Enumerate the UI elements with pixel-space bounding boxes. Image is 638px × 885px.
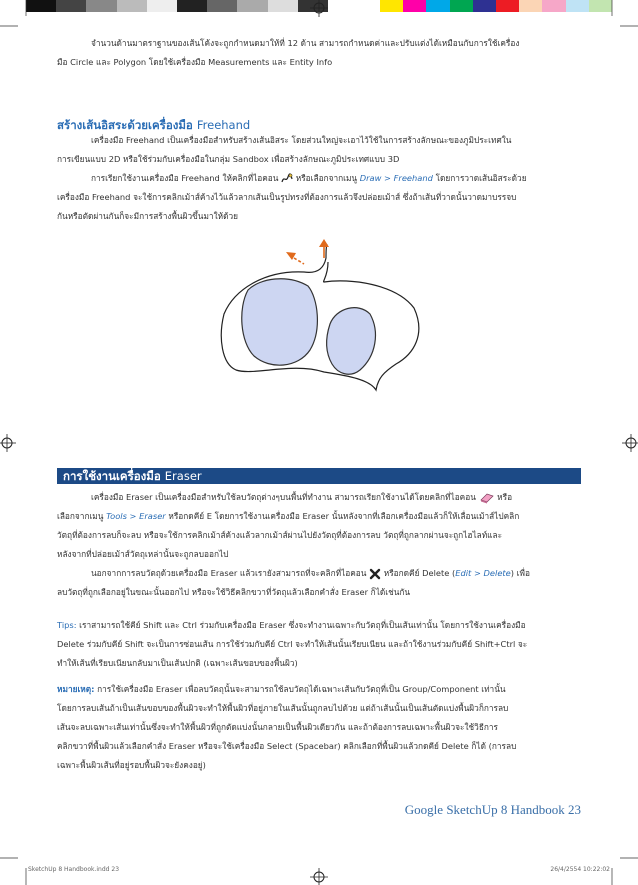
tips-line-1 bbox=[57, 616, 581, 635]
eraser-tool-icon bbox=[479, 492, 495, 504]
eraser-paragraph-1 bbox=[57, 488, 581, 564]
freehand-paragraph-2 bbox=[57, 169, 581, 226]
freehand-heading-thai: สร้างเส้นอิสระด้วยเครื่องมือ bbox=[57, 118, 193, 132]
freehand-heading-english: Freehand bbox=[196, 118, 251, 132]
freehand-menu-path: Draw > Freehand bbox=[359, 173, 433, 183]
eraser-menu-path: Tools > Eraser bbox=[106, 511, 166, 521]
freehand-paragraph-1 bbox=[57, 131, 581, 169]
footer-book-title bbox=[405, 802, 581, 818]
eraser-heading-thai: การใช้งานเครื่องมือ bbox=[63, 469, 161, 483]
freehand-p2-text-b: หรือเลือกจากเมนู bbox=[295, 173, 358, 183]
tips-text-1: เราสามารถใช้คีย์ Shift และ Ctrl ร่วมกับเครื่องมือ Eraser ซึ่งจะทำงานเฉพาะกับวัตถุที่เป็นเส้นเท่านั้น โดยการใช้งานเครื่องมือ bbox=[79, 620, 526, 630]
intro-line-2: มือ Circle และ Polygon โดยใช้เครื่องมือ Measurements และ Entity Info bbox=[57, 57, 333, 67]
eraser-paragraph-2 bbox=[57, 564, 581, 602]
slug-timestamp: 26/4/2554 10:22:02 bbox=[550, 866, 610, 873]
eraser-p2-text-a: นอกจากการลบวัตถุด้วยเครื่องมือ Eraser แล้วเรายังสามารถที่จะคลิกที่ไอคอน bbox=[91, 568, 367, 578]
eraser-p1-line-4: หลังจากที่ปล่อยเม้าส์วัตถุเหล่านั้นจะถูกลบออกไป bbox=[57, 549, 229, 559]
freehand-p2-line-1 bbox=[57, 169, 581, 188]
eraser-p2-line-2: ลบวัตถุที่ถูกเลือกอยู่ในขณะนั้นออกไป หรือจะใช้วิธีคลิกขวาที่วัตถุแล้วเลือกคำสั่ง Eraser ก็ได้เช่นกัน bbox=[57, 587, 411, 597]
page-number: 23 bbox=[568, 802, 581, 817]
eraser-p2-text-b: หรือกดคีย์ Delete ( bbox=[383, 568, 456, 578]
eraser-p2-text-c: ) เพื่อ bbox=[510, 568, 530, 578]
note-text-1: การใช้เครื่องมือ Eraser เพื่อลบวัตถุนั้นจะสามารถใช้ลบวัตถุได้เฉพาะเส้นกับวัตถุที่เป็น Group/Component เท่านั้น bbox=[97, 684, 506, 694]
freehand-p2-text-c: โดยการวาดเส้นอิสระด้วย bbox=[435, 173, 527, 183]
edit-delete-menu-path: Edit > Delete bbox=[455, 568, 511, 578]
tips-line-3: ทำให้เส้นที่เรียบเนียนกลับมาเป็นเส้นปกติ (เฉพาะเส้นขอบของพื้นผิว) bbox=[57, 658, 298, 668]
end-arrow-icon bbox=[286, 252, 304, 264]
note-line-5: เฉพาะพื้นผิวเส้นที่อยู่รอบพื้นผิวจะยังคงอยู่) bbox=[57, 760, 206, 770]
note-line-1 bbox=[57, 680, 581, 699]
intro-line-1: จำนวนด้านมาตราฐานของเส้นโค้งจะถูกกำหนดมาให้ที่ 12 ด้าน สามารถกำหนดค่าและปรับแต่งได้เหมือนกับการใช้เครื่อง bbox=[91, 38, 520, 48]
freehand-tool-icon bbox=[281, 173, 293, 184]
note-label: หมายเหตุ: bbox=[57, 684, 95, 694]
eraser-p1-text-a: เครื่องมือ Eraser เป็นเครื่องมือสำหรับใช้ลบวัตถุต่างๆบนพื้นที่ทำงาน สามารถเรียกใช้งานได้โดยคลิกที่ไอคอน bbox=[91, 492, 476, 502]
delete-x-icon bbox=[369, 568, 381, 580]
freehand-face-right bbox=[327, 308, 376, 375]
freehand-p2-text-a: การเรียกใช้งานเครื่องมือ Freehand ให้คลิกที่ไอคอน bbox=[91, 173, 279, 183]
freehand-p2-line-3: กันหรือตัดผ่านกันก็จะมีการสร้างพื้นผิวขึ้นมาให้ด้วย bbox=[57, 211, 239, 221]
tips-label: Tips: bbox=[57, 620, 77, 630]
eraser-p1-text-b: หรือ bbox=[497, 492, 513, 502]
freehand-p1-line-1: เครื่องมือ Freehand เป็นเครื่องมือสำหรับสร้างเส้นอิสระ โดยส่วนใหญ่จะเอาไว้ใช้ในการสร้างลักษณะของภูมิประเทศใน bbox=[91, 135, 512, 145]
eraser-p1-line2-text-a: เลือกจากเมนู bbox=[57, 511, 104, 521]
freehand-face-left bbox=[242, 279, 318, 365]
tips-paragraph bbox=[57, 616, 581, 673]
eraser-heading bbox=[63, 468, 202, 484]
eraser-p1-line-3: วัตถุที่ต้องการลบก็จะลบ หรือจะใช้การคลิกเม้าส์ค้างแล้วลากเม้าส์ผ่านไปยังวัตถุที่ต้องการลบ วัตถุที่ถูกลากผ่านจะถูกไฮไลท์และ bbox=[57, 530, 503, 540]
note-line-2: โดยการลบเส้นถ้าเป็นเส้นขอบของพื้นผิวจะทำให้พื้นผิวที่อยู่ภายในเส้นนั้นถูกลบไปด้วย แต่ถ้าเส้นนั้นเป็นเส้นตัดแบ่งพื้นผิวก็การลบ bbox=[57, 703, 509, 713]
note-line-4: คลิกขวาที่พื้นผิวแล้วเลือกคำสั่ง Eraser หรือจะใช้เครื่องมือ Select (Spacebar) คลิกเลือกที่พื้นผิวแล้วกดคีย์ Delete ก็ได้ (การลบ bbox=[57, 741, 517, 751]
eraser-p1-line-1 bbox=[57, 488, 581, 507]
eraser-p2-line-1 bbox=[57, 564, 581, 583]
intro-paragraph bbox=[57, 34, 581, 72]
eraser-p1-line-2 bbox=[57, 507, 581, 526]
note-line-3: เส้นจะลบเฉพาะเส้นเท่านั้นซึ่งจะทำให้พื้นผิวที่ถูกตัดแบ่งนั้นกลายเป็นพื้นผิวเดียวกัน และถ้าต้องการลบเฉพาะพื้นผิวจะใช้วิธีการ bbox=[57, 722, 499, 732]
eraser-p1-line2-text-b: หรือกดคีย์ E โดยการใช้งานเครื่องมือ Eraser นั้นหลังจากที่เลือกเครื่องมือแล้วก็ให้เลื่อนเม้าส์ไปคลิก bbox=[168, 511, 520, 521]
freehand-p2-line-2: เครื่องมือ Freehand จะใช้การคลิกเม้าส์ค้างไว้แล้วลากเส้นเป็นรูปทรงที่ต้องการแล้วจึงปล่อยเม้าส์ ซึ่งถ้าเส้นที่วาดนั้นวาดมาบรรจบ bbox=[57, 192, 517, 202]
freehand-p1-line-2: การเขียนแบบ 2D หรือใช้ร่วมกับเครื่องมือในกลุ่ม Sandbox เพื่อสร้างลักษณะภูมิประเทศแบบ 3D bbox=[57, 154, 400, 164]
freehand-illustration bbox=[200, 238, 430, 398]
footer-title-text: Google SketchUp 8 Handbook bbox=[404, 802, 565, 817]
eraser-heading-english: Eraser bbox=[164, 469, 202, 483]
note-paragraph bbox=[57, 680, 581, 775]
start-arrow-icon bbox=[319, 239, 329, 258]
tips-line-2: Delete ร่วมกับคีย์ Shift จะเป็นการซ่อนเส้น การใช้ร่วมกับคีย์ Ctrl จะทำให้เส้นนั้นเรียบเนียน และถ้าใช้งานร่วมกับคีย์ Shift+Ctrl จะ bbox=[57, 639, 528, 649]
slug-filename: SketchUp 8 Handbook.indd 23 bbox=[28, 866, 120, 873]
